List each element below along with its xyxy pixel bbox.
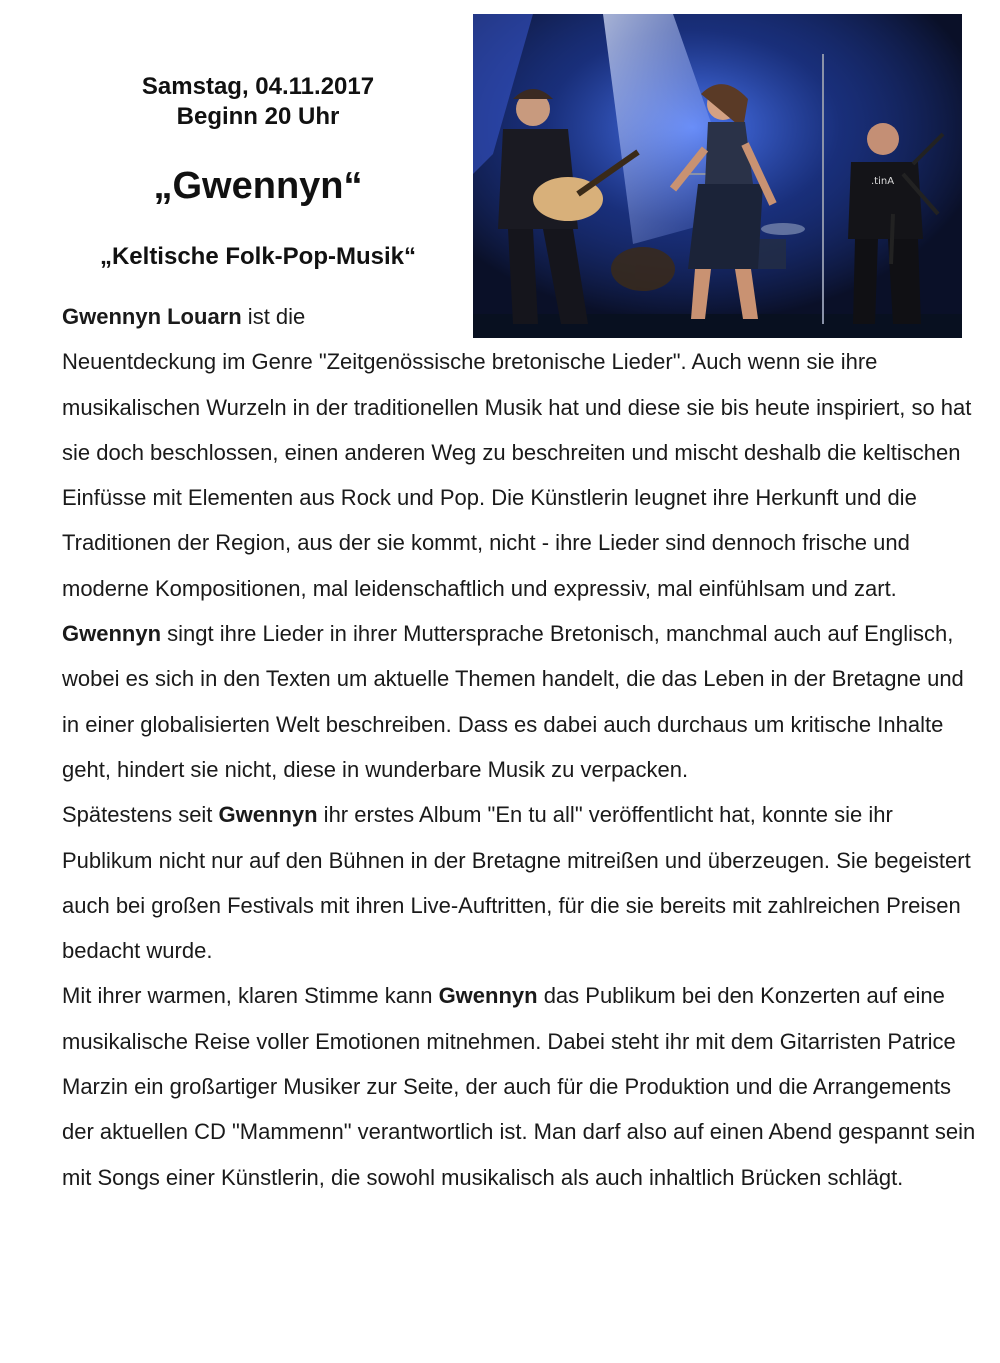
event-date: Samstag, 04.11.2017 <box>141 73 375 100</box>
artist-name: Gwennyn <box>438 983 538 1009</box>
event-header <box>60 72 456 272</box>
paragraph-intro-text: Neuentdeckung im Genre "Zeitgenössische bretonische Lieder". Auch wenn sie ihre musikalischen Wurzeln in der traditionellen Musik hat und diese sie bis heute inspiriert, so hat sie doch beschlossen, einen anderen Weg zu beschreiten und mischt deshalb die keltischen Einfüsse mit Elementen aus Rock und Pop. Die Künstlerin leugnet ihre Herkunft und die Traditionen der Region, aus der sie kommt, nicht - ihre Lieder sind dennoch frische und moderne Kompositionen, mal leidenschaftlich und expressiv, mal einfühlsam und zart. <box>62 349 972 601</box>
concert-photo <box>473 14 962 338</box>
event-start-time: Beginn 20 Uhr <box>176 103 340 130</box>
paragraph-album: Spätestens seit Gwennyn ihr erstes Album "En tu all" veröffentlicht hat, konnte sie ihr Publikum nicht nur auf den Bühnen in der Bretagne mitreißen und überzeugen. Sie begeistert auch bei großen Festivals mit ihren Live-Auftritten, für die sie bereits mit zahlreichen Preisen bedacht wurde. <box>62 802 971 964</box>
shirt-text: .tinA <box>871 176 895 187</box>
artist-name: Gwennyn <box>218 802 318 828</box>
event-title: „Gwennyn“ <box>153 165 363 207</box>
paragraph-concert: Mit ihrer warmen, klaren Stimme kann Gwennyn das Publikum bei den Konzerten auf eine musikalische Reise voller Emotionen mitnehmen. Dabei steht ihr mit dem Gitarristen Patrice Marzin ein großartiger Musiker zur Seite, der auch für die Produktion und die Arrangements der aktuellen CD "Mammenn" verantwortlich ist. Man darf also auf einen Abend gespannt sein mit Songs einer Künstlerin, die sowohl musikalisch als auch inhaltlich Brücken schlägt. <box>62 983 976 1190</box>
paragraph-language: Gwennyn singt ihre Lieder in ihrer Muttersprache Bretonisch, manchmal auch auf Englisch, wobei es sich in den Texten um aktuelle Themen handelt, die das Leben in der Bretagne und in einer globalisierten Welt beschreiben. Dass es dabei auch durchaus um kritische Inhalte geht, hindert sie nicht, diese in wunderbare Musik zu verpacken. <box>62 621 964 782</box>
paragraph-intro: Gwennyn Louarn ist die Neuentdeckung im Genre "Zeitgenössische bretonische Lieder". Auch wenn sie ihre musikalischen Wurzeln in der traditionellen Musik hat und diese sie bis heute inspiriert, so hat sie doch beschlossen, einen anderen Weg zu beschreiten und mischt deshalb die keltischen Einfüsse mit Elementen aus Rock und Pop. Die Künstlerin leugnet ihre Herkunft und die Traditionen der Region, aus der sie kommt, nicht - ihre Lieder sind dennoch frische und moderne Kompositionen, mal leidenschaftlich und expressiv, mal einfühlsam und zart. <box>62 304 972 601</box>
event-subtitle: „Keltische Folk-Pop-Musik“ <box>99 243 417 270</box>
artist-name-full: Gwennyn Louarn <box>62 304 242 329</box>
article-body <box>62 294 982 1200</box>
artist-name: Gwennyn <box>62 621 162 647</box>
